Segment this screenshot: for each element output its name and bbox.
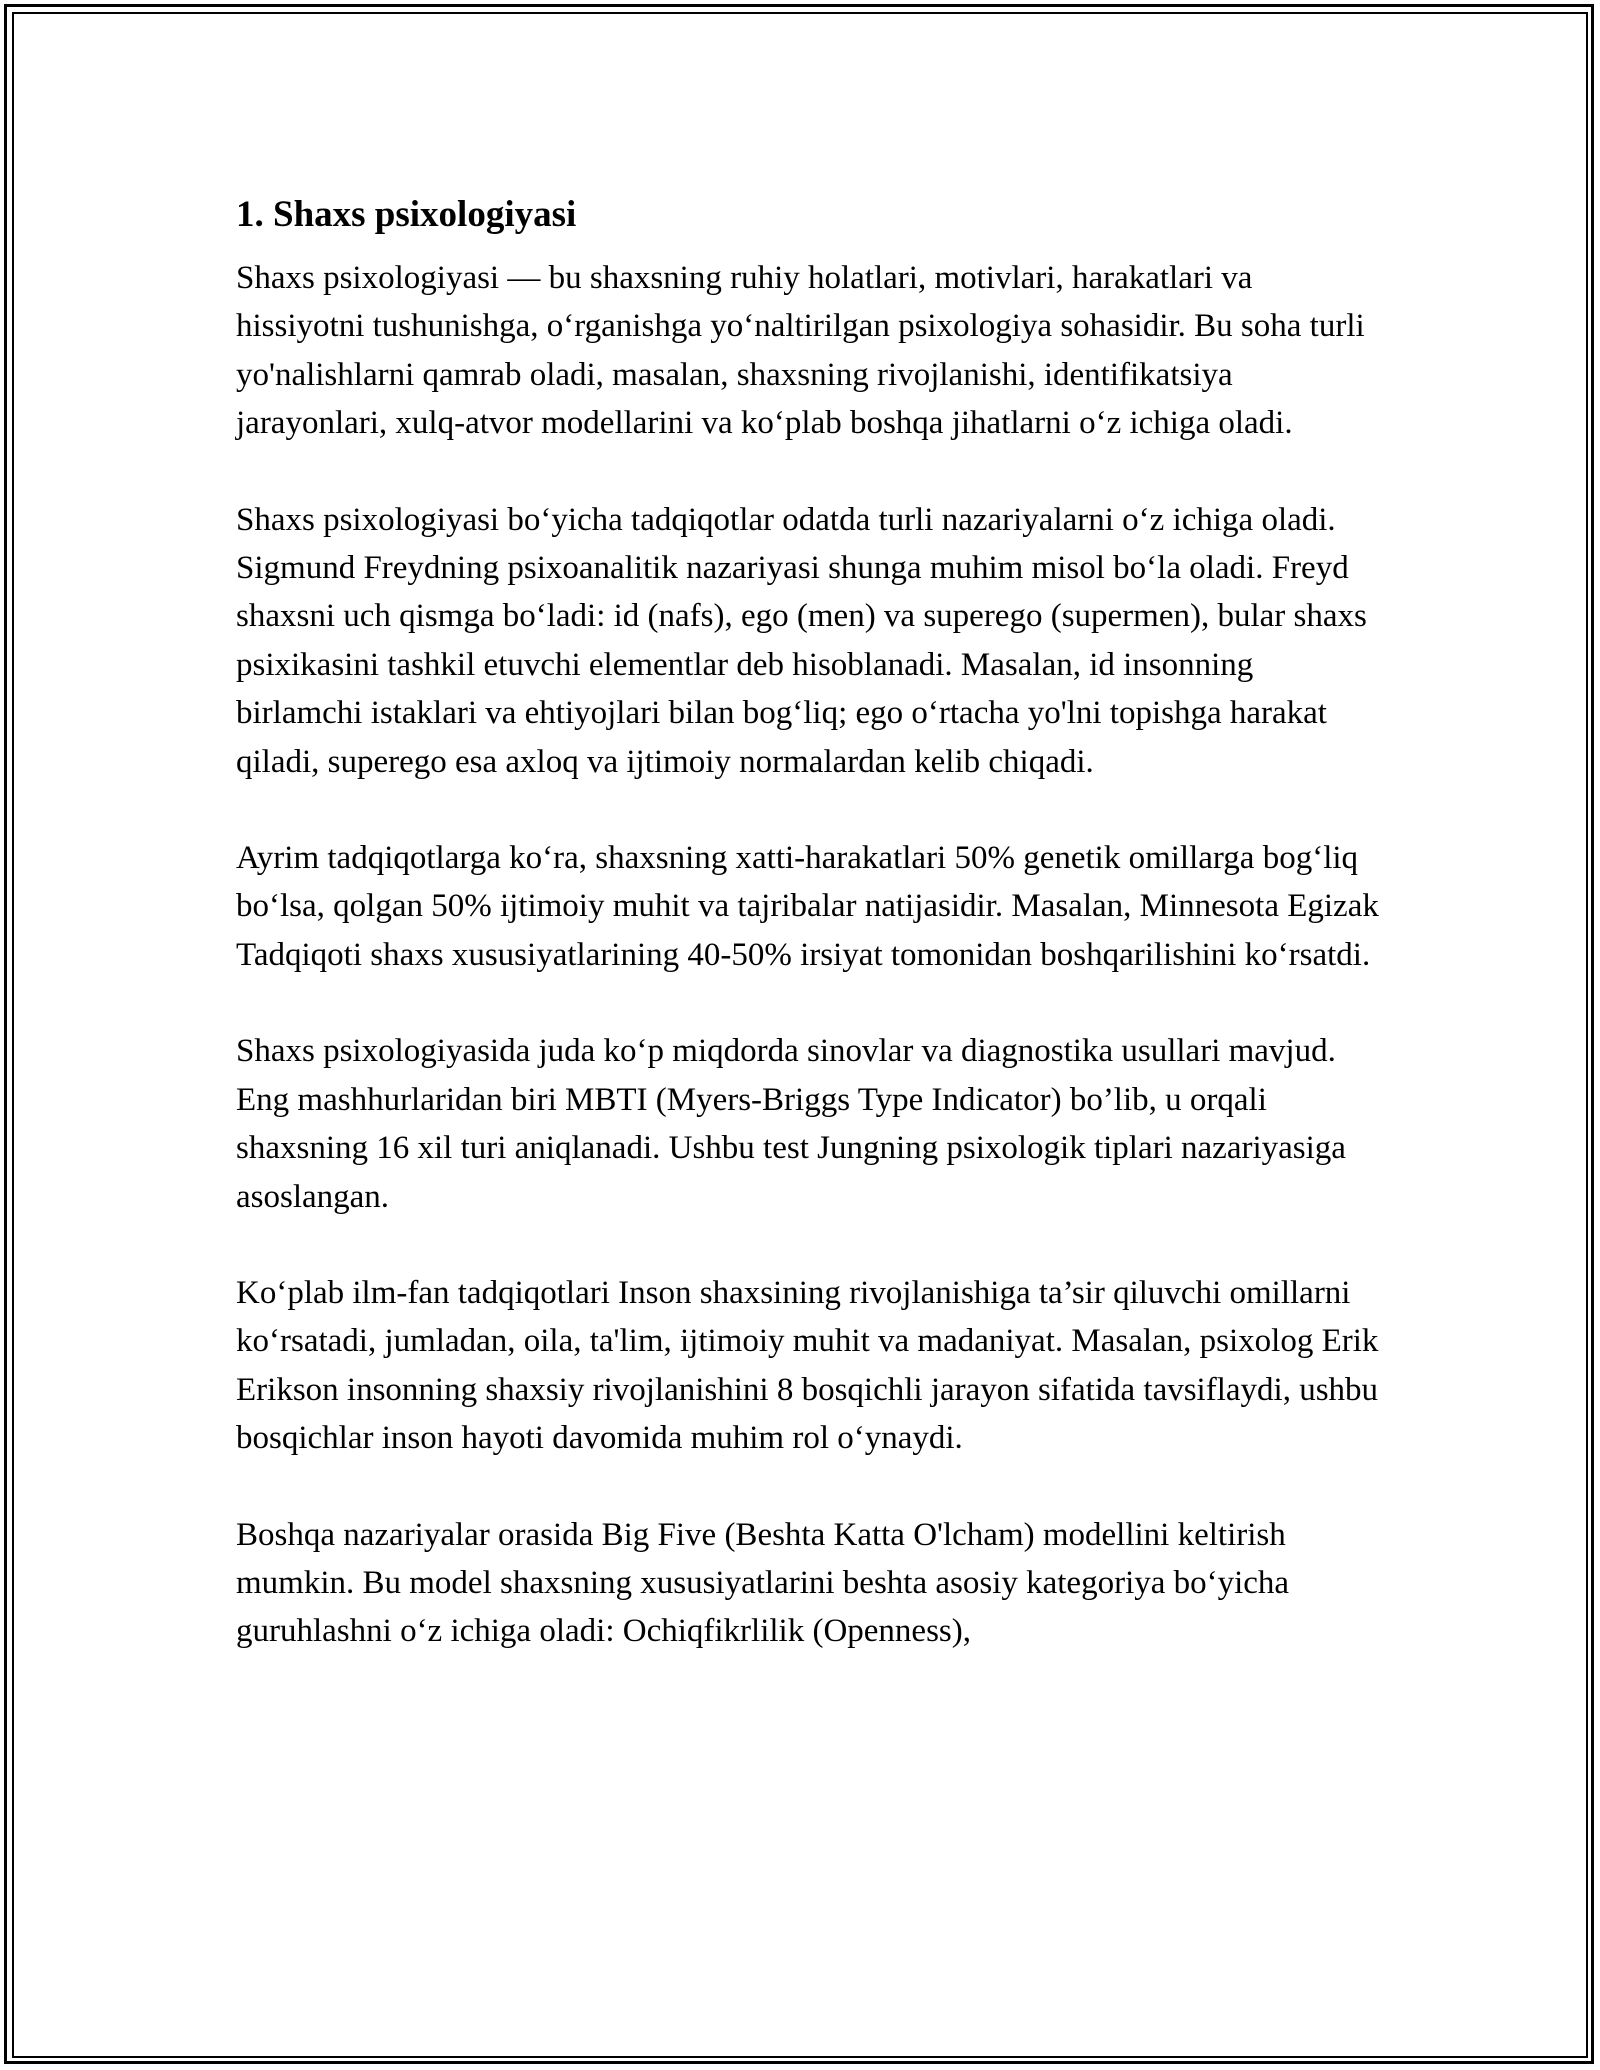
section-heading: 1. Shaxs psixologiyasi [236, 194, 577, 235]
paragraph-erikson: Ko‘plab ilm-fan tadqiqotlari Inson shaxsining rivojlanishiga ta’sir qiluvchi omillarni ko‘rsatadi, jumladan, oila, ta'lim, ijtimoiy muhit va madaniyat. Masalan, psixolog Erik Erikson insonning shaxsiy rivojlanishini 8 bosqichli jarayon sifatida tavsiflaydi, ushbu bosqichlar inson hayoti davomida muhim rol o‘ynaydi. [236, 1274, 1379, 1457]
paragraph-big-five: Boshqa nazariyalar orasida Big Five (Beshta Katta O'lcham) modellini keltirish mumkin. Bu model shaxsning xususiyatlarini beshta asosiy kategoriya bo‘yicha guruhlashni o‘z ichiga oladi: Ochiqfikrlilik (Openness), [236, 1516, 1290, 1650]
paragraph-freud: Shaxs psixologiyasi bo‘yicha tadqiqotlar odatda turli nazariyalarni o‘z ichiga oladi. Sigmund Freydning psixoanalitik nazariyasi shunga muhim misol bo‘la oladi. Freyd shaxsni uch qismga bo‘ladi: id (nafs), ego (men) va superego (supermen), bular shaxs psixikasini tashkil etuvchi elementlar deb hisoblanadi. Masalan, id insonning birlamchi istaklari va ehtiyojlari bilan bog‘liq; ego o‘rtacha yo'lni topishga harakat qiladi, superego esa axloq va ijtimoiy normalardan kelib chiqadi. [236, 501, 1367, 780]
paragraph-genetics: Ayrim tadqiqotlarga ko‘ra, shaxsning xatti-harakatlari 50% genetik omillarga bog‘liq bo‘lsa, qolgan 50% ijtimoiy muhit va tajribalar natijasidir. Masalan, Minnesota Egizak Tadqiqoti shaxs xususiyatlarining 40-50% irsiyat tomonidan boshqarilishini ko‘rsatdi. [236, 840, 1379, 973]
paragraph-mbti: Shaxs psixologiyasida juda ko‘p miqdorda sinovlar va diagnostika usullari mavjud. Eng mashhurlaridan biri MBTI (Myers-Briggs Type Indicator) bo’lib, u orqali shaxsning 16 xil turi aniqlanadi. Ushbu test Jungning psixologik tiplari nazariyasiga asoslangan. [236, 1033, 1346, 1215]
paragraph-intro: Shaxs psixologiyasi — bu shaxsning ruhiy holatlari, motivlari, harakatlari va hissiyotni tushunishga, o‘rganishga yo‘naltirilgan psixologiya sohasidir. Bu soha turli yo'nalishlarni qamrab oladi, masalan, shaxsning rivojlanishi, identifikatsiya jarayonlari, xulq-atvor modellarini va ko‘plab boshqa jihatlarni o‘z ichiga oladi. [236, 260, 1365, 442]
document-body [236, 186, 1386, 1704]
